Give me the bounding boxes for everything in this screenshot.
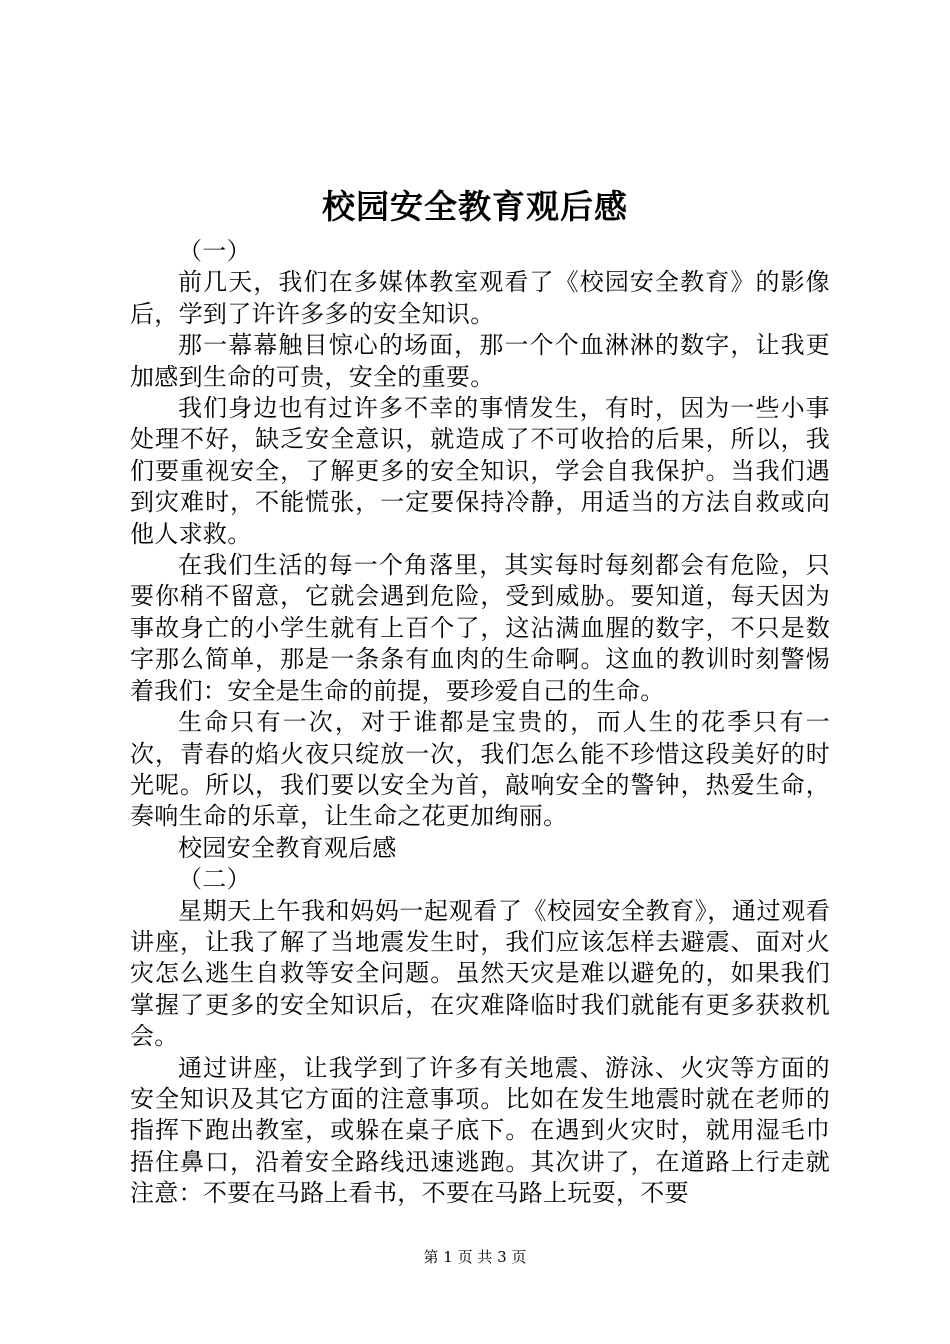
- section-marker-2: （二）: [178, 865, 251, 894]
- page-footer: 第 1 页 共 3 页: [423, 1248, 527, 1266]
- paragraph: 那一幕幕触目惊心的场面，那一个个血淋淋的数字，让我更加感到生命的可贵，安全的重要。: [130, 331, 830, 391]
- document-body: [130, 236, 830, 1210]
- paragraph: 星期天上午我和妈妈一起观看了《校园安全教育》，通过观看讲座，让我了解了当地震发生时，我们应该怎样去避震、面对火灾怎么逃生自救等安全问题。虽然天灾是难以避免的，如果我们掌握了更多的安全知识后，在灾难降临时我们就能有更多获救机会。: [130, 896, 830, 1051]
- section-marker-1: （一）: [178, 237, 251, 265]
- paragraph: 前几天，我们在多媒体教室观看了《校园安全教育》的影像后，学到了许许多多的安全知识。: [130, 268, 830, 328]
- paragraph: 通过讲座，让我学到了许多有关地震、游泳、火灾等方面的安全知识及其它方面的注意事项。比如在发生地震时就在老师的指挥下跑出教室，或躲在桌子底下。在遇到火灾时，就用湿毛巾捂住鼻口，沿着安全路线迅速逃跑。其次讲了，在道路上行走就注意：不要在马路上看书，不要在马路上玩耍，不要: [130, 1053, 830, 1208]
- paragraph: 我们身边也有过许多不幸的事情发生，有时，因为一些小事处理不好，缺乏安全意识，就造成了不可收拾的后果，所以，我们要重视安全，了解更多的安全知识，学会自我保护。当我们遇到灾难时，不能慌张，一定要保持冷静，用适当的方法自救或向他人求救。: [130, 394, 830, 548]
- paragraph: 生命只有一次，对于谁都是宝贵的，而人生的花季只有一次，青春的焰火夜只绽放一次，我们怎么能不珍惜这段美好的时光呢。所以，我们要以安全为首，敲响安全的警钟，热爱生命，奏响生命的乐章，让生命之花更加绚丽。: [130, 708, 830, 831]
- paragraph: 在我们生活的每一个角落里，其实每时每刻都会有危险，只要你稍不留意，它就会遇到危险，受到威胁。要知道，每天因为事故身亡的小学生就有上百个了，这沾满血腥的数字，不只是数字那么简单，那是一条条有血肉的生命啊。这血的教训时刻警惕着我们：安全是生命的前提，要珍爱自己的生命。: [130, 551, 830, 705]
- document-title: 校园安全教育观后感: [322, 187, 628, 226]
- section-heading: 校园安全教育观后感: [178, 833, 397, 862]
